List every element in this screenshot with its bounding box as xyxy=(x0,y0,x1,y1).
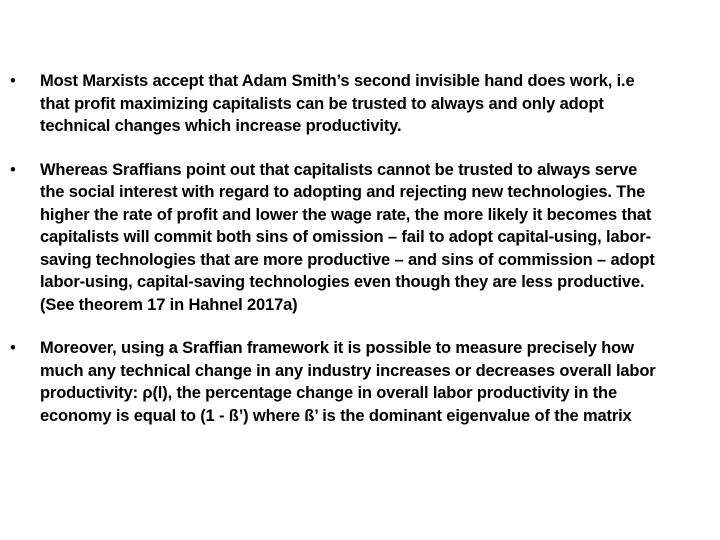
bullet-item-moreover xyxy=(0,337,720,427)
bullet-line: productivity: ρ(l), the percentage change in overall labor productivity in the xyxy=(40,384,618,402)
bullet-line: that profit maximizing capitalists can be trusted to always and only adopt xyxy=(40,94,604,113)
bullet-marker: • xyxy=(10,72,16,90)
bullet-marker: • xyxy=(10,339,16,357)
bullet-line: (See theorem 17 in Hahnel 2017a) xyxy=(40,295,298,314)
bullet-line: technical changes which increase productivity. xyxy=(40,117,402,135)
bullet-line: Most Marxists accept that Adam Smith’s second invisible hand does work, i.e xyxy=(40,72,635,90)
truncated-text-fragment xyxy=(40,470,440,478)
bullet-line: much any technical change in any industry increases or decreases overall labor xyxy=(40,361,656,380)
bullet-line: economy is equal to (1 - ß’) where ß’ is the dominant eigenvalue of the matrix xyxy=(40,406,632,425)
bullet-line: the social interest with regard to adopting and rejecting new technologies. The xyxy=(40,183,646,201)
bullet-line: saving technologies that are more productive – and sins of commission – adopt xyxy=(40,250,655,269)
bullet-list xyxy=(0,70,720,427)
bullet-marker: • xyxy=(10,160,16,179)
slide-bottom-cutoff xyxy=(0,478,720,540)
bullet-line: Moreover, using a Sraffian framework it is possible to measure precisely how xyxy=(40,339,634,357)
bullet-line: labor-using, capital-saving technologies even though they are less productive. xyxy=(40,273,645,291)
bullet-line: capitalists will commit both sins of omission – fail to adopt capital-using, labor- xyxy=(40,228,651,246)
bullet-item-sraffians xyxy=(0,159,720,317)
bullet-item-marxists xyxy=(0,70,720,138)
bullet-line: higher the rate of profit and lower the wage rate, the more likely it becomes that xyxy=(40,205,652,224)
bullet-line: Whereas Sraffians point out that capitalists cannot be trusted to always serve xyxy=(40,160,638,179)
